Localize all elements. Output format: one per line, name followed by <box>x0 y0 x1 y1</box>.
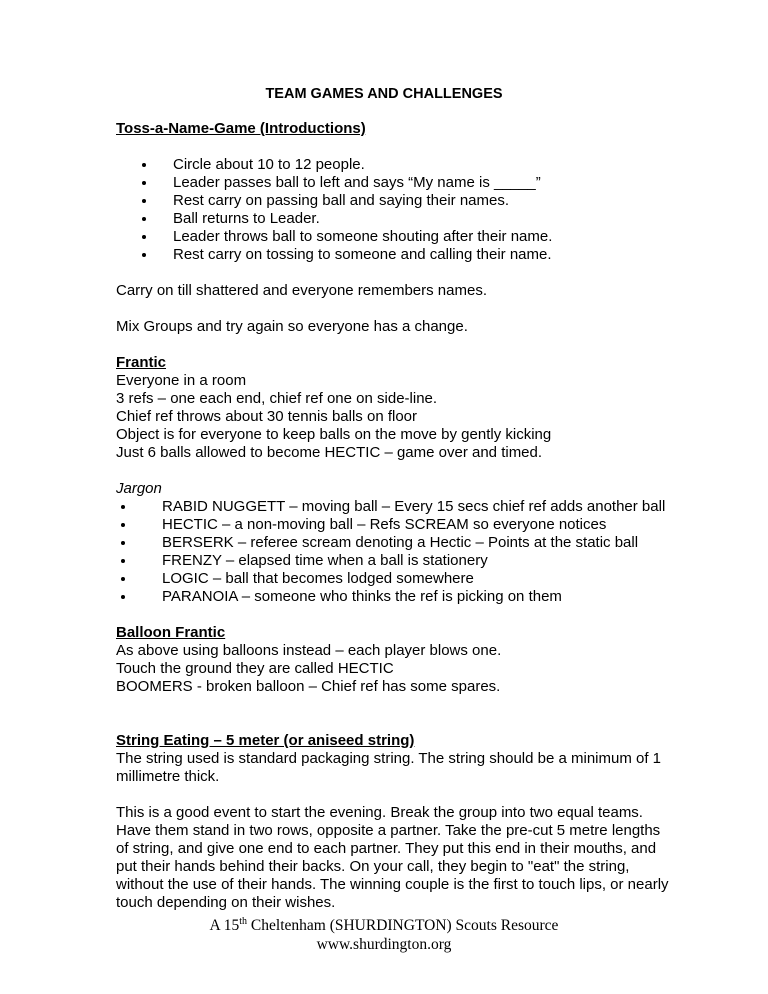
paragraph: The string used is standard packaging string. The string should be a minimum of 1 millimetre thick. <box>116 750 662 785</box>
jargon-bullet-list <box>116 498 676 606</box>
jargon-label: Jargon <box>116 480 162 497</box>
list-item: Rest carry on passing ball and saying their names. <box>173 192 510 209</box>
document-body <box>116 120 676 912</box>
text-line: Everyone in a room <box>116 372 247 389</box>
list-item: RABID NUGGETT – moving ball – Every 15 secs chief ref adds another ball <box>162 498 666 515</box>
list-item: BERSERK – referee scream denoting a Hectic – Points at the static ball <box>162 534 639 551</box>
footer-url: www.shurdington.org <box>316 936 452 953</box>
text-line: Chief ref throws about 30 tennis balls on floor <box>116 408 418 425</box>
section-heading-toss: Toss-a-Name-Game (Introductions) <box>116 120 366 137</box>
toss-bullet-list <box>116 156 676 264</box>
list-item: Circle about 10 to 12 people. <box>173 156 365 173</box>
list-item: LOGIC – ball that becomes lodged somewhere <box>162 570 474 587</box>
list-item: Leader passes ball to left and says “My name is _____” <box>173 174 541 191</box>
text-line: 3 refs – one each end, chief ref one on side-line. <box>116 390 438 407</box>
list-item: FRENZY – elapsed time when a ball is stationery <box>162 552 488 569</box>
text-line: BOOMERS - broken balloon – Chief ref has some spares. <box>116 678 501 695</box>
text-line: Touch the ground they are called HECTIC <box>116 660 394 677</box>
list-item: Rest carry on tossing to someone and calling their name. <box>173 246 552 263</box>
list-item: PARANOIA – someone who thinks the ref is picking on them <box>162 588 562 605</box>
section-heading-string: String Eating – 5 meter (or aniseed string) <box>116 732 415 749</box>
paragraph: This is a good event to start the evening. Break the group into two equal teams. Have them stand in two rows, opposite a partner. Take the pre-cut 5 metre lengths of string, and give one end to each partner. They put this end in their mouths, and put their hands behind their backs. On your call, they begin to "eat" the string, without the use of their hands. The winning couple is the first to touch lips, or nearly touch depending on their wishes. <box>116 804 669 911</box>
text-line: As above using balloons instead – each player blows one. <box>116 642 502 659</box>
list-item: Ball returns to Leader. <box>173 210 320 227</box>
footer-credit: A 15th Cheltenham (SHURDINGTON) Scouts Resource <box>209 915 559 934</box>
list-item: HECTIC – a non-moving ball – Refs SCREAM so everyone notices <box>162 516 607 533</box>
section-heading-balloon: Balloon Frantic <box>116 624 226 641</box>
text-line: Just 6 balls allowed to become HECTIC – game over and timed. <box>116 444 543 461</box>
section-heading-frantic: Frantic <box>116 354 167 371</box>
list-item: Leader throws ball to someone shouting after their name. <box>173 228 553 245</box>
paragraph: Mix Groups and try again so everyone has a change. <box>116 318 468 335</box>
page-title: TEAM GAMES AND CHALLENGES <box>265 86 503 102</box>
paragraph: Carry on till shattered and everyone remembers names. <box>116 282 488 299</box>
text-line: Object is for everyone to keep balls on the move by gently kicking <box>116 426 552 443</box>
